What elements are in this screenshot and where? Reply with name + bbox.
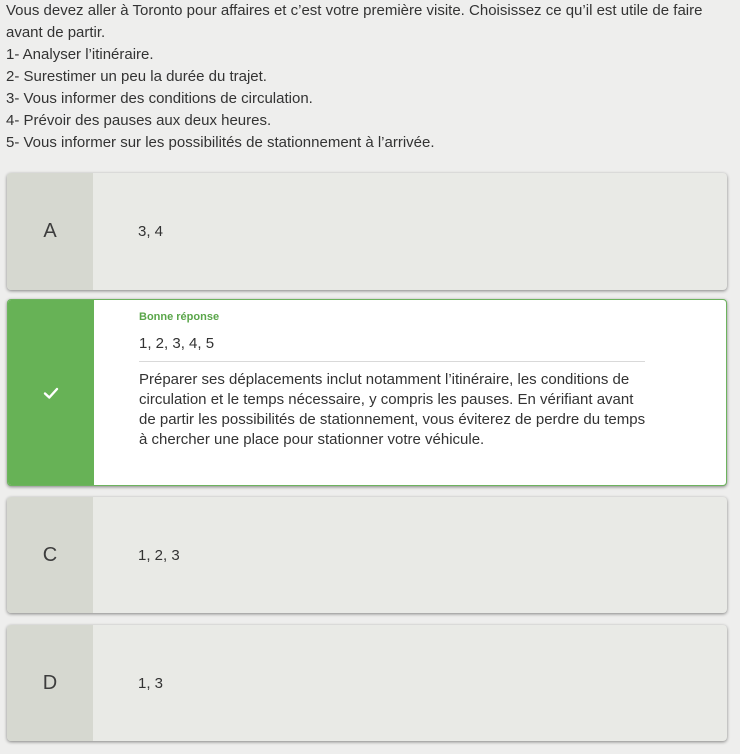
answer-option-b-correct[interactable] bbox=[7, 299, 727, 486]
answer-option-d[interactable] bbox=[7, 625, 727, 741]
answer-option-c[interactable] bbox=[7, 497, 727, 613]
checkmark-icon bbox=[41, 383, 61, 403]
answer-letter-c: C bbox=[7, 497, 93, 613]
correct-answer-label: Bonne réponse bbox=[139, 311, 220, 323]
statement-3: 3- Vous informer des conditions de circulation. bbox=[6, 90, 313, 107]
divider bbox=[139, 361, 645, 362]
question-stem: Vous devez aller à Toronto pour affaires et c’est votre première visite. Choisissez ce qu’il est utile de faire avant de partir. bbox=[6, 2, 703, 41]
answer-option-a[interactable] bbox=[7, 173, 727, 290]
answer-text-a: 3, 4 bbox=[138, 223, 164, 240]
answer-text-d: 1, 3 bbox=[138, 674, 164, 692]
statement-2: 2- Surestimer un peu la durée du trajet. bbox=[6, 68, 267, 85]
question-text bbox=[6, 0, 734, 154]
answer-text-b: 1, 2, 3, 4, 5 bbox=[139, 335, 215, 352]
statement-5: 5- Vous informer sur les possibilités de stationnement à l’arrivée. bbox=[6, 134, 435, 151]
statement-4: 4- Prévoir des pauses aux deux heures. bbox=[6, 112, 272, 129]
answer-text-c: 1, 2, 3 bbox=[138, 546, 180, 564]
answer-letter-a: A bbox=[7, 173, 93, 290]
statement-1: 1- Analyser l’itinéraire. bbox=[6, 46, 154, 63]
answer-explanation: Préparer ses déplacements inclut notamment l’itinéraire, les conditions de circulation et le temps nécessaire, y compris les pauses. En vérifiant avant de partir les possibilités de stationnement, vous éviterez de perdre du temps à chercher une place pour stationner votre véhicule. bbox=[139, 371, 646, 448]
answer-status-b bbox=[8, 300, 94, 485]
answer-letter-d: D bbox=[7, 625, 93, 741]
